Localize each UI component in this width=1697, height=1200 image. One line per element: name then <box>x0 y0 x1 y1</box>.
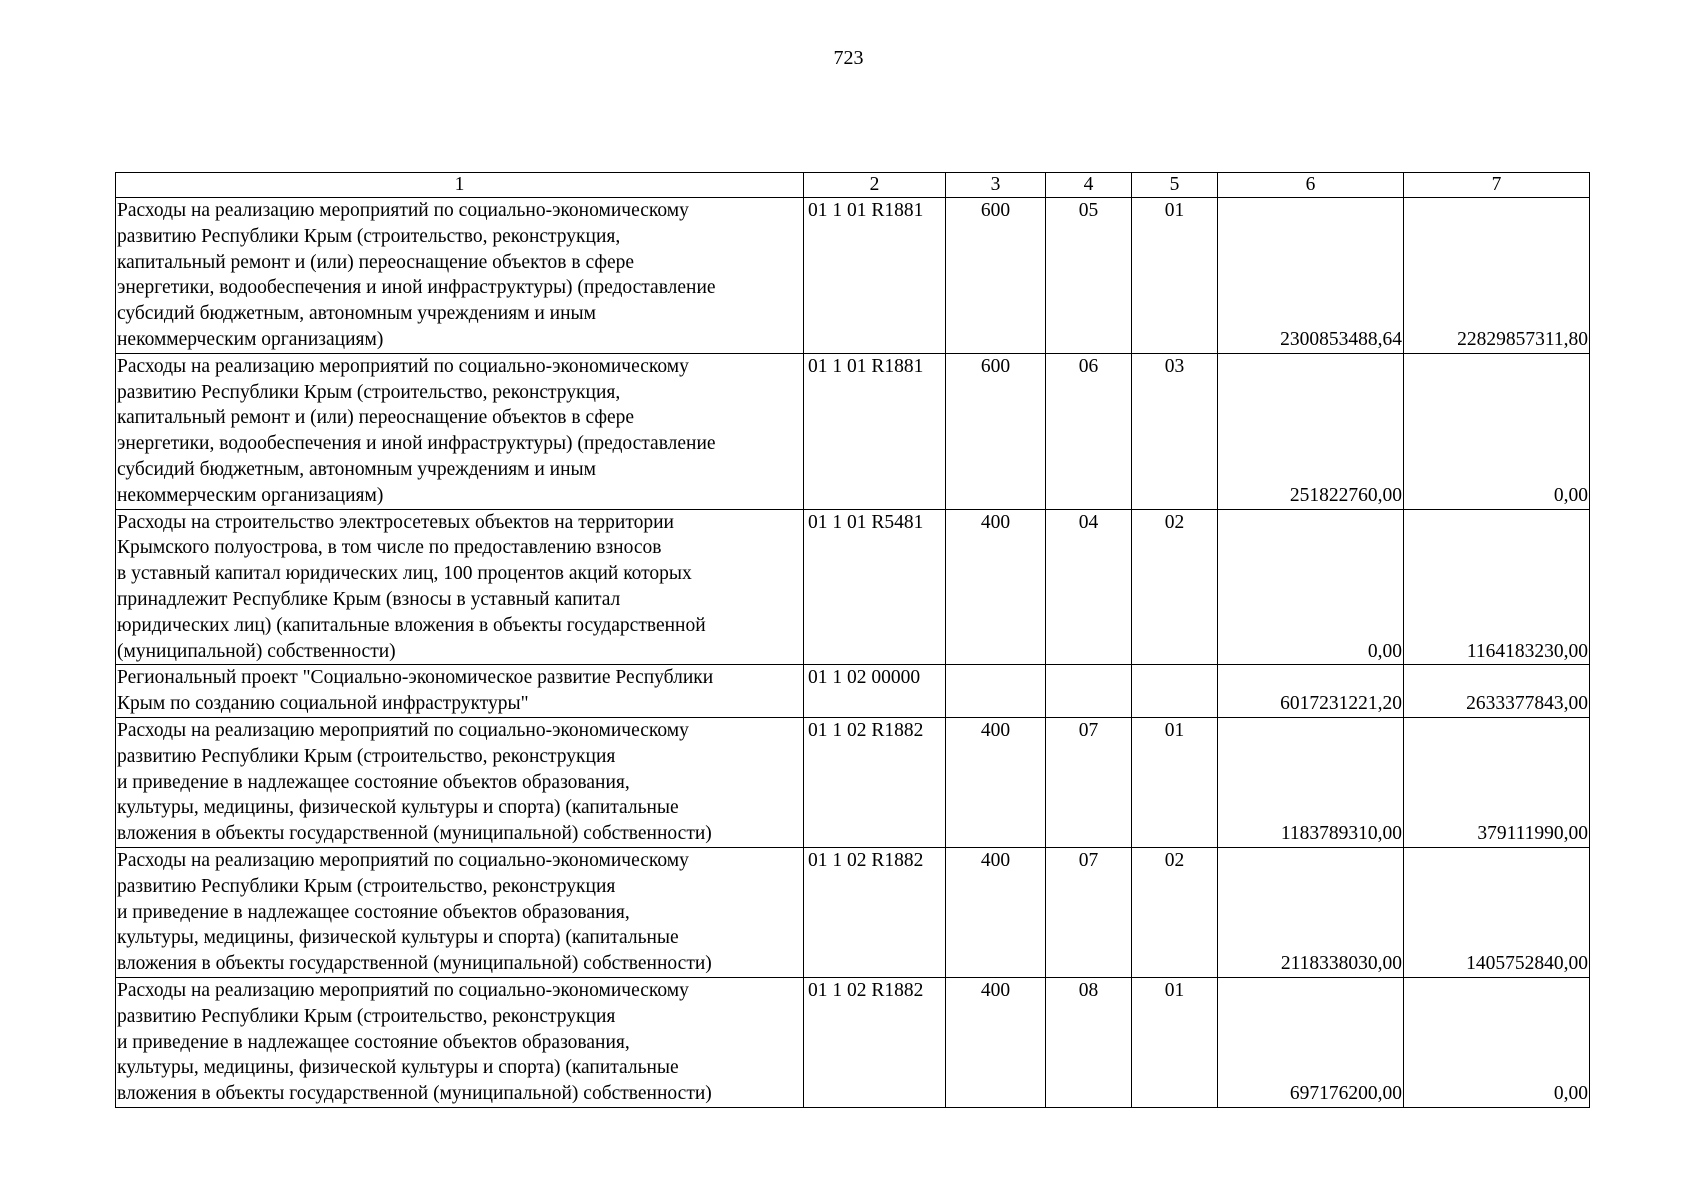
row-code: 01 1 02 00000 <box>804 665 946 718</box>
description-line: принадлежит Республике Крым (взносы в уставный капитал <box>117 588 621 610</box>
description-line: Расходы на реализацию мероприятий по социально-экономическому <box>117 849 689 871</box>
row-subsection: 02 <box>1132 847 1218 977</box>
row-code: 01 1 02 R1882 <box>804 977 946 1107</box>
row-amount-col7: 1164183230,00 <box>1404 509 1590 665</box>
row-section: 05 <box>1046 198 1132 354</box>
row-code: 01 1 01 R1881 <box>804 198 946 354</box>
description-line: и приведение в надлежащее состояние объектов образования, <box>117 1031 630 1053</box>
row-amount-col7: 1405752840,00 <box>1404 847 1590 977</box>
row-amount-col7: 2633377843,00 <box>1404 665 1590 718</box>
description-line: капитальный ремонт и (или) переоснащение объектов в сфере <box>117 407 635 429</box>
row-expense-type: 400 <box>946 717 1046 847</box>
row-section: 08 <box>1046 977 1132 1107</box>
row-expense-type <box>946 665 1046 718</box>
row-description <box>116 198 804 354</box>
header-col-6: 6 <box>1218 173 1404 198</box>
row-section <box>1046 665 1132 718</box>
description-line: развитию Республики Крым (строительство, реконструкция <box>117 1005 616 1027</box>
row-amount-col6: 697176200,00 <box>1218 977 1404 1107</box>
row-amount-col6: 251822760,00 <box>1218 353 1404 509</box>
row-amount-col7: 379111990,00 <box>1404 717 1590 847</box>
description-line: Крымского полуострова, в том числе по предоставлению взносов <box>117 537 662 559</box>
row-subsection: 02 <box>1132 509 1218 665</box>
header-col-4: 4 <box>1046 173 1132 198</box>
row-description <box>116 977 804 1107</box>
row-description <box>116 665 804 718</box>
row-subsection: 03 <box>1132 353 1218 509</box>
description-line: культуры, медицины, физической культуры и спорта) (капитальные <box>117 1057 679 1079</box>
row-subsection <box>1132 665 1218 718</box>
table-row <box>116 665 1590 718</box>
row-subsection: 01 <box>1132 717 1218 847</box>
row-expense-type: 600 <box>946 198 1046 354</box>
description-line: культуры, медицины, физической культуры и спорта) (капитальные <box>117 927 679 949</box>
header-col-2: 2 <box>804 173 946 198</box>
description-line: энергетики, водообеспечения и иной инфраструктуры) (предоставление <box>117 433 716 455</box>
description-line: субсидий бюджетным, автономным учреждениям и иным <box>117 303 596 325</box>
description-line: Крым по созданию социальной инфраструктуры" <box>117 693 529 715</box>
description-line: (муниципальной) собственности) <box>117 640 396 662</box>
row-description <box>116 353 804 509</box>
table-row <box>116 717 1590 847</box>
row-code: 01 1 01 R5481 <box>804 509 946 665</box>
row-description <box>116 847 804 977</box>
row-description <box>116 717 804 847</box>
description-line: развитию Республики Крым (строительство, реконструкция <box>117 745 616 767</box>
description-line: Расходы на реализацию мероприятий по социально-экономическому <box>117 355 689 377</box>
row-description <box>116 509 804 665</box>
header-col-5: 5 <box>1132 173 1218 198</box>
header-col-7: 7 <box>1404 173 1590 198</box>
row-amount-col6: 2300853488,64 <box>1218 198 1404 354</box>
description-line: энергетики, водообеспечения и иной инфраструктуры) (предоставление <box>117 277 716 299</box>
row-amount-col6: 1183789310,00 <box>1218 717 1404 847</box>
description-line: культуры, медицины, физической культуры и спорта) (капитальные <box>117 797 679 819</box>
row-code: 01 1 02 R1882 <box>804 847 946 977</box>
row-amount-col6: 0,00 <box>1218 509 1404 665</box>
row-section: 04 <box>1046 509 1132 665</box>
table-row <box>116 353 1590 509</box>
description-line: и приведение в надлежащее состояние объектов образования, <box>117 771 630 793</box>
row-expense-type: 400 <box>946 847 1046 977</box>
row-expense-type: 600 <box>946 353 1046 509</box>
table-header-row <box>116 173 1590 198</box>
row-amount-col7: 0,00 <box>1404 977 1590 1107</box>
row-amount-col7: 22829857311,80 <box>1404 198 1590 354</box>
row-section: 07 <box>1046 717 1132 847</box>
row-code: 01 1 01 R1881 <box>804 353 946 509</box>
description-line: и приведение в надлежащее состояние объектов образования, <box>117 901 630 923</box>
row-expense-type: 400 <box>946 977 1046 1107</box>
row-section: 06 <box>1046 353 1132 509</box>
description-line: некоммерческим организациям) <box>117 328 384 350</box>
row-amount-col7: 0,00 <box>1404 353 1590 509</box>
table-row <box>116 977 1590 1107</box>
row-subsection: 01 <box>1132 198 1218 354</box>
header-col-3: 3 <box>946 173 1046 198</box>
header-col-1: 1 <box>116 173 804 198</box>
row-code: 01 1 02 R1882 <box>804 717 946 847</box>
description-line: вложения в объекты государственной (муниципальной) собственности) <box>117 1083 712 1105</box>
description-line: развитию Республики Крым (строительство, реконструкция <box>117 875 616 897</box>
description-line: развитию Республики Крым (строительство, реконструкция, <box>117 225 621 247</box>
table-row <box>116 509 1590 665</box>
table-row <box>116 198 1590 354</box>
row-subsection: 01 <box>1132 977 1218 1107</box>
budget-table <box>115 172 1590 1108</box>
row-expense-type: 400 <box>946 509 1046 665</box>
description-line: юридических лиц) (капитальные вложения в объекты государственной <box>117 614 706 636</box>
description-line: Расходы на строительство электросетевых объектов на территории <box>117 511 674 533</box>
description-line: Расходы на реализацию мероприятий по социально-экономическому <box>117 200 689 221</box>
row-amount-col6: 2118338030,00 <box>1218 847 1404 977</box>
description-line: Расходы на реализацию мероприятий по социально-экономическому <box>117 719 689 741</box>
description-line: Расходы на реализацию мероприятий по социально-экономическому <box>117 979 689 1001</box>
description-line: развитию Республики Крым (строительство, реконструкция, <box>117 381 621 403</box>
description-line: в уставный капитал юридических лиц, 100 процентов акций которых <box>117 563 692 585</box>
description-line: некоммерческим организациям) <box>117 484 384 506</box>
description-line: субсидий бюджетным, автономным учреждениям и иным <box>117 458 596 480</box>
description-line: вложения в объекты государственной (муниципальной) собственности) <box>117 953 712 975</box>
row-section: 07 <box>1046 847 1132 977</box>
page-number: 723 <box>833 47 864 69</box>
row-amount-col6: 6017231221,20 <box>1218 665 1404 718</box>
table-row <box>116 847 1590 977</box>
description-line: Региональный проект "Социально-экономическое развитие Республики <box>117 667 714 689</box>
description-line: вложения в объекты государственной (муниципальной) собственности) <box>117 823 712 845</box>
description-line: капитальный ремонт и (или) переоснащение объектов в сфере <box>117 251 635 273</box>
